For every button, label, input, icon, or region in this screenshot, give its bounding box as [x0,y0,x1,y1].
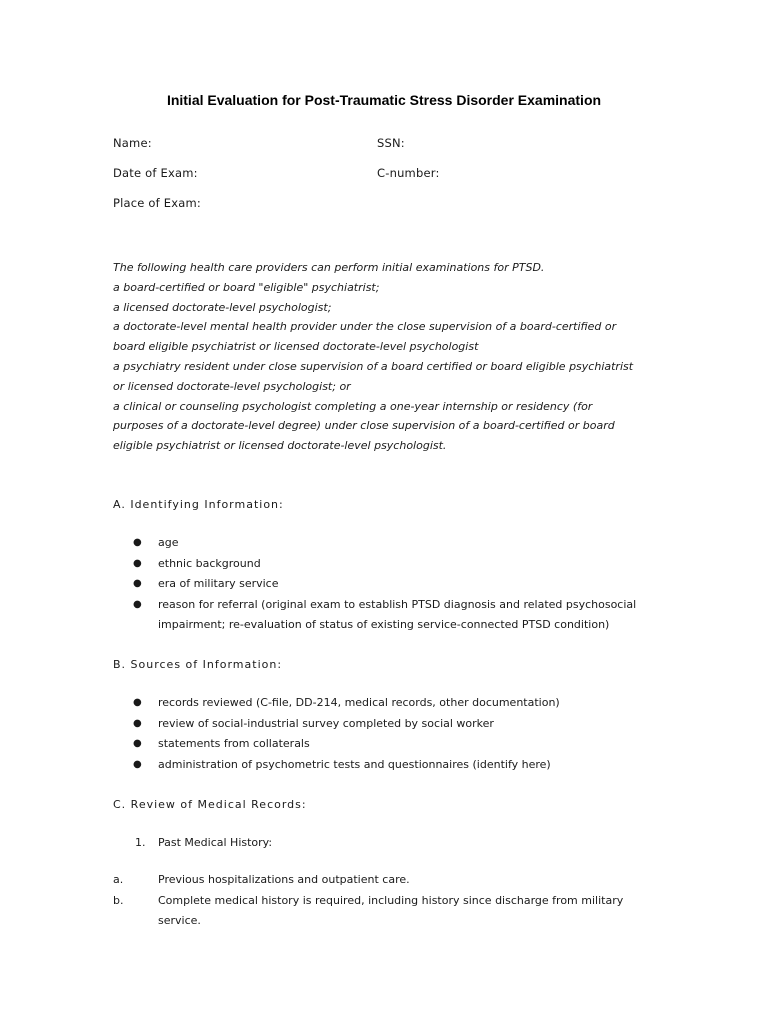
list-item: a. Previous hospitalizations and outpatient care. [113,873,410,886]
section-a-list [113,533,673,636]
intro-line: a board-certified or board "eligible" psychiatrist; [113,280,380,294]
intro-line: purposes of a doctorate-level degree) under close supervision of a board-certified or board [113,419,615,433]
ssn-field-label: SSN: [377,136,405,150]
list-item: 1. Past Medical History: [135,836,273,849]
intro-line: a doctorate-level mental health provider under the close supervision of a board-certified or [113,320,617,334]
bullet-icon: ● [133,557,142,569]
section-b-list [113,693,673,775]
list-item: ● statements from collaterals [113,734,673,755]
intro-line: The following health care providers can perform initial examinations for PTSD. [113,261,545,274]
bullet-icon: ● [133,738,142,749]
date-of-exam-field-label: Date of Exam: [113,166,198,180]
list-item: b. Complete medical history is required, including history since discharge from military service. [113,893,624,927]
bullet-icon: ● [133,697,142,708]
document-title: Initial Evaluation for Post-Traumatic Stress Disorder Examination [166,92,602,108]
section-c-heading: C. Review of Medical Records: [113,798,307,811]
section-c-lettered-list [113,870,673,932]
list-item: ● ethnic background [113,554,673,575]
intro-line: a psychiatry resident under close supervision of a board certified or board eligible psychiatrist [113,359,634,373]
intro-line: a licensed doctorate-level psychologist; [113,300,332,314]
list-item: ● age [113,533,673,554]
bullet-icon: ● [133,537,142,548]
list-item: ● reason for referral (original exam to establish PTSD diagnosis and related psychosocial impairment; re-evaluation of status of existing service-connected PTSD condition) [113,595,673,636]
intro-line: a clinical or counseling psychologist completing a one-year internship or residency (for [113,399,593,413]
c-number-field-label: C-number: [377,166,440,180]
provider-eligibility-paragraph [113,258,673,456]
list-item: ● administration of psychometric tests and questionnaires (identify here) [113,755,673,776]
bullet-icon: ● [133,758,142,770]
name-field-label: Name: [113,136,152,150]
place-of-exam-field-label: Place of Exam: [113,196,201,210]
section-a-heading: A. Identifying Information: [113,498,284,511]
section-b-heading: B. Sources of Information: [113,658,283,671]
list-item: ● era of military service [113,574,673,595]
intro-line: board eligible psychiatrist or licensed doctorate-level psychologist [113,340,479,354]
bullet-icon: ● [133,598,142,610]
list-item: ● review of social-industrial survey completed by social worker [113,714,673,735]
intro-line: or licensed doctorate-level psychologist; or [113,379,351,393]
intro-line: eligible psychiatrist or licensed doctorate-level psychologist. [113,439,447,453]
list-item: ● records reviewed (C-file, DD-214, medical records, other documentation) [113,693,673,714]
bullet-icon: ● [133,578,142,589]
bullet-icon: ● [133,717,142,729]
section-c-numbered-list [113,833,673,854]
